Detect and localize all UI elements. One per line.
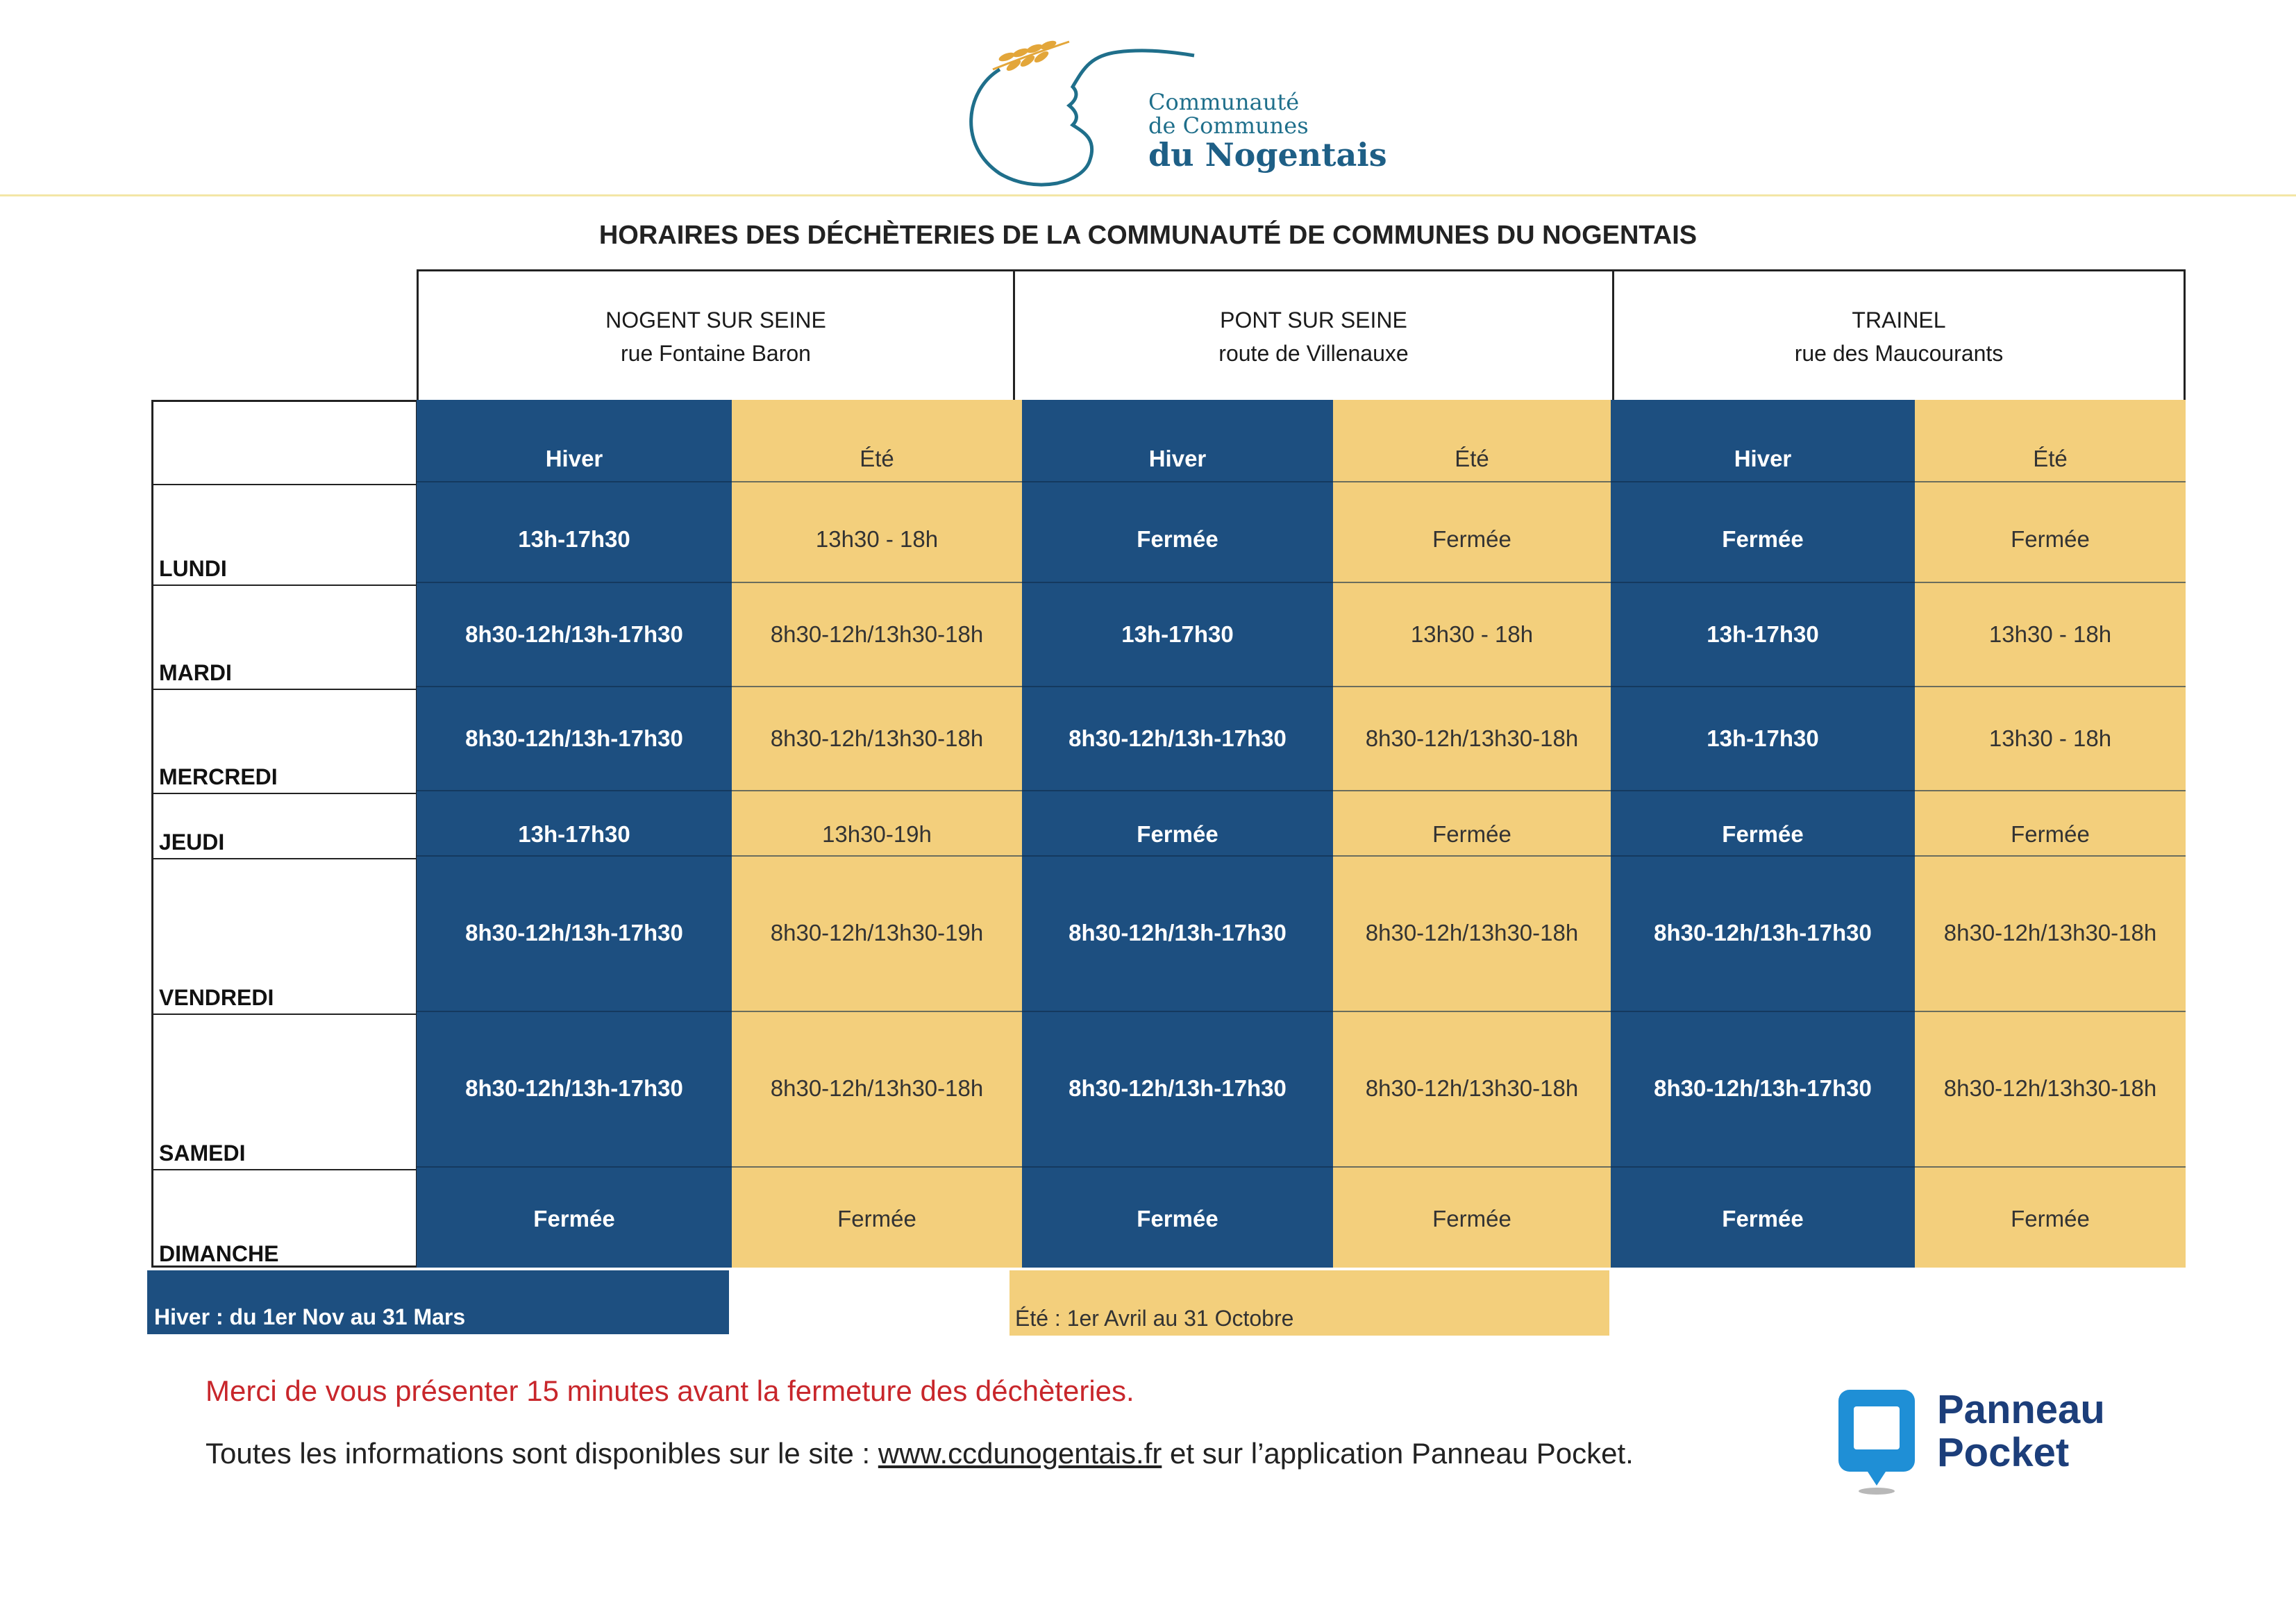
schedule-cell-winter: [1611, 687, 1915, 791]
page-title: HORAIRES DES DÉCHÈTERIES DE LA COMMUNAUTÉ DE COMMUNES DU NOGENTAIS: [598, 221, 1698, 250]
cell-text: Hiver: [1734, 446, 1792, 471]
schedule-cell-summer: [1915, 791, 2186, 856]
cell-text: 8h30-12h/13h30-18h: [1365, 920, 1579, 945]
site-address: rue Fontaine Baron: [621, 341, 811, 366]
row-divider: [417, 686, 2186, 687]
schedule-cell-winter: [1611, 1011, 1915, 1167]
day-column: [151, 400, 418, 1268]
cell-text: Été: [1455, 446, 1489, 471]
site-name: PONT SUR SEINE: [1220, 308, 1407, 333]
row-divider: [417, 582, 2186, 583]
cell-text: 8h30-12h/13h30-18h: [1365, 725, 1579, 751]
site-name: NOGENT SUR SEINE: [605, 308, 826, 333]
website-link[interactable]: www.ccdunogentais.fr: [878, 1437, 1162, 1470]
day-label: JEUDI: [159, 830, 225, 855]
legend-winter: [147, 1270, 729, 1334]
cell-text: 13h30 - 18h: [1988, 621, 2112, 647]
pp-line-2: Pocket: [1937, 1430, 2070, 1475]
cell-text: 13h30-19h: [822, 821, 932, 847]
closing-notice: Merci de vous présenter 15 minutes avant la fermeture des déchèteries.: [206, 1374, 1134, 1407]
info-text-before: Toutes les informations sont disponibles sur le site :: [206, 1437, 878, 1470]
schedule-cell-summer: [1915, 482, 2186, 582]
schedule-cell-winter: [1611, 791, 1915, 856]
schedule-cell-summer: [1915, 687, 2186, 791]
schedule-cell-summer: [732, 856, 1022, 1011]
schedule-cell-winter: [417, 687, 732, 791]
legend-summer-text: Été : 1er Avril au 31 Octobre: [1015, 1306, 1294, 1331]
cell-text: Fermée: [837, 1206, 916, 1231]
schedule-cell-summer: [732, 687, 1022, 791]
cell-text: Fermée: [533, 1206, 615, 1231]
cell-text: Hiver: [1148, 446, 1207, 471]
day-row: [153, 1014, 416, 1169]
schedule-cell-winter: [417, 582, 732, 687]
schedule-cell-summer: [1915, 1011, 2186, 1167]
panneau-pocket-icon: [1833, 1386, 1930, 1497]
schedule-cell-winter: [1611, 856, 1915, 1011]
cell-text: Fermée: [2011, 526, 2090, 552]
schedule-cell-summer: [732, 582, 1022, 687]
day-label: SAMEDI: [159, 1141, 246, 1166]
ccn-logo: [951, 28, 1402, 194]
legend-summer: [1009, 1270, 1609, 1336]
site-header-pont: [1013, 271, 1612, 401]
info-text-after: et sur l’application Panneau Pocket.: [1162, 1437, 1634, 1470]
day-label: VENDREDI: [159, 985, 274, 1010]
cell-text: Fermée: [1432, 821, 1511, 847]
header-row-divider: [153, 484, 416, 485]
schedule-cell-summer: [1915, 1167, 2186, 1268]
cell-text: 8h30-12h/13h30-19h: [770, 920, 984, 945]
cell-text: Été: [860, 446, 894, 471]
info-line: [206, 1437, 1634, 1470]
cell-text: Hiver: [545, 446, 603, 471]
schedule-cell-summer: [1333, 1011, 1611, 1167]
day-row: [153, 858, 416, 1014]
cell-text: 13h-17h30: [1707, 621, 1819, 647]
schedule-cell-winter: [1022, 1011, 1333, 1167]
row-divider: [417, 855, 2186, 857]
schedule-cell-summer: [1333, 482, 1611, 582]
cell-text: Été: [2033, 446, 2068, 471]
cell-text: 13h-17h30: [518, 526, 630, 552]
cell-text: Fermée: [1432, 1206, 1511, 1231]
day-row: [153, 484, 416, 585]
cell-text: Fermée: [1722, 821, 1804, 847]
schedule-cell-winter: [1022, 687, 1333, 791]
schedule-cell-summer: [1915, 856, 2186, 1011]
season-header-winter: [1611, 400, 1915, 482]
cell-text: 8h30-12h/13h30-18h: [1943, 1075, 2157, 1101]
schedule-cell-summer: [1333, 687, 1611, 791]
cell-text: Fermée: [1432, 526, 1511, 552]
sites-header: [417, 269, 2186, 403]
row-divider: [417, 481, 2186, 482]
row-divider: [417, 1011, 2186, 1012]
season-header-winter: [417, 400, 732, 482]
cell-text: Fermée: [1722, 1206, 1804, 1231]
day-row: [153, 793, 416, 858]
schedule-cell-summer: [1333, 791, 1611, 856]
day-row: [153, 689, 416, 793]
schedule-cell-summer: [1915, 582, 2186, 687]
cell-text: Fermée: [1137, 1206, 1218, 1231]
schedule-cell-winter: [417, 856, 732, 1011]
row-divider: [417, 790, 2186, 791]
cell-text: 8h30-12h/13h-17h30: [465, 1075, 683, 1101]
schedule-cell-summer: [1333, 1167, 1611, 1268]
schedule-cell-winter: [1611, 482, 1915, 582]
site-address: rue des Maucourants: [1794, 341, 2004, 366]
cell-text: 13h-17h30: [518, 821, 630, 847]
legend-winter-text: Hiver : du 1er Nov au 31 Mars: [154, 1304, 466, 1329]
cell-text: 8h30-12h/13h-17h30: [1654, 920, 1872, 945]
schedule-cell-winter: [1611, 582, 1915, 687]
day-row: [153, 1169, 416, 1270]
cell-text: 8h30-12h/13h30-18h: [1943, 920, 2157, 945]
row-divider: [417, 1166, 2186, 1168]
cell-text: 8h30-12h/13h30-18h: [770, 621, 984, 647]
cell-text: Fermée: [2011, 821, 2090, 847]
cell-text: 13h30 - 18h: [1410, 621, 1534, 647]
schedule-cell-summer: [732, 1167, 1022, 1268]
schedule-cell-winter: [417, 1167, 732, 1268]
cell-text: 8h30-12h/13h-17h30: [1654, 1075, 1872, 1101]
cell-text: 13h30 - 18h: [1988, 725, 2112, 751]
schedule-cell-winter: [1022, 1167, 1333, 1268]
pp-line-1: Panneau: [1937, 1387, 2105, 1432]
schedule-cell-winter: [1022, 791, 1333, 856]
cell-text: 13h30 - 18h: [815, 526, 939, 552]
cell-text: 8h30-12h/13h-17h30: [1069, 725, 1287, 751]
schedule-cell-winter: [1611, 1167, 1915, 1268]
season-header-winter: [1022, 400, 1333, 482]
schedule-cell-winter: [1022, 856, 1333, 1011]
day-label: LUNDI: [159, 556, 227, 581]
schedule-cell-summer: [732, 482, 1022, 582]
panneau-pocket-logo: [1833, 1386, 2166, 1497]
cell-text: 8h30-12h/13h-17h30: [465, 725, 683, 751]
cell-text: Fermée: [2011, 1206, 2090, 1231]
season-header-summer: [1333, 400, 1611, 482]
cell-text: 8h30-12h/13h30-18h: [1365, 1075, 1579, 1101]
schedule-table: [151, 400, 2186, 1268]
season-header-summer: [732, 400, 1022, 482]
cell-text: 8h30-12h/13h-17h30: [465, 621, 683, 647]
schedule-cell-summer: [732, 1011, 1022, 1167]
logo-line-2: de Communes: [1148, 112, 1309, 139]
logo-line-1: Communauté: [1148, 89, 1300, 115]
schedule-cell-winter: [1022, 482, 1333, 582]
header-divider: [0, 194, 2296, 196]
schedule-cell-winter: [417, 791, 732, 856]
cell-text: Fermée: [1137, 526, 1218, 552]
cell-text: 8h30-12h/13h-17h30: [1069, 1075, 1287, 1101]
day-row: [153, 585, 416, 689]
schedule-cell-summer: [732, 791, 1022, 856]
cell-text: 8h30-12h/13h-17h30: [465, 920, 683, 945]
schedule-cell-winter: [417, 482, 732, 582]
cell-text: 8h30-12h/13h-17h30: [1069, 920, 1287, 945]
cell-text: 13h-17h30: [1121, 621, 1234, 647]
season-header-summer: [1915, 400, 2186, 482]
schedule-cell-winter: [417, 1011, 732, 1167]
day-label: DIMANCHE: [159, 1241, 279, 1266]
site-header-nogent: [419, 271, 1013, 401]
schedule-cell-summer: [1333, 856, 1611, 1011]
cell-text: Fermée: [1722, 526, 1804, 552]
site-address: route de Villenauxe: [1218, 341, 1409, 366]
cell-text: Fermée: [1137, 821, 1218, 847]
site-name: TRAINEL: [1852, 308, 1946, 333]
schedule-cell-summer: [1333, 582, 1611, 687]
cell-text: 8h30-12h/13h30-18h: [770, 725, 984, 751]
day-label: MERCREDI: [159, 764, 278, 789]
day-label: MARDI: [159, 660, 232, 685]
cell-text: 8h30-12h/13h30-18h: [770, 1075, 984, 1101]
logo-line-3: du Nogentais: [1148, 136, 1387, 174]
cell-text: 13h-17h30: [1707, 725, 1819, 751]
site-header-trainel: [1612, 271, 2184, 401]
schedule-cell-winter: [1022, 582, 1333, 687]
